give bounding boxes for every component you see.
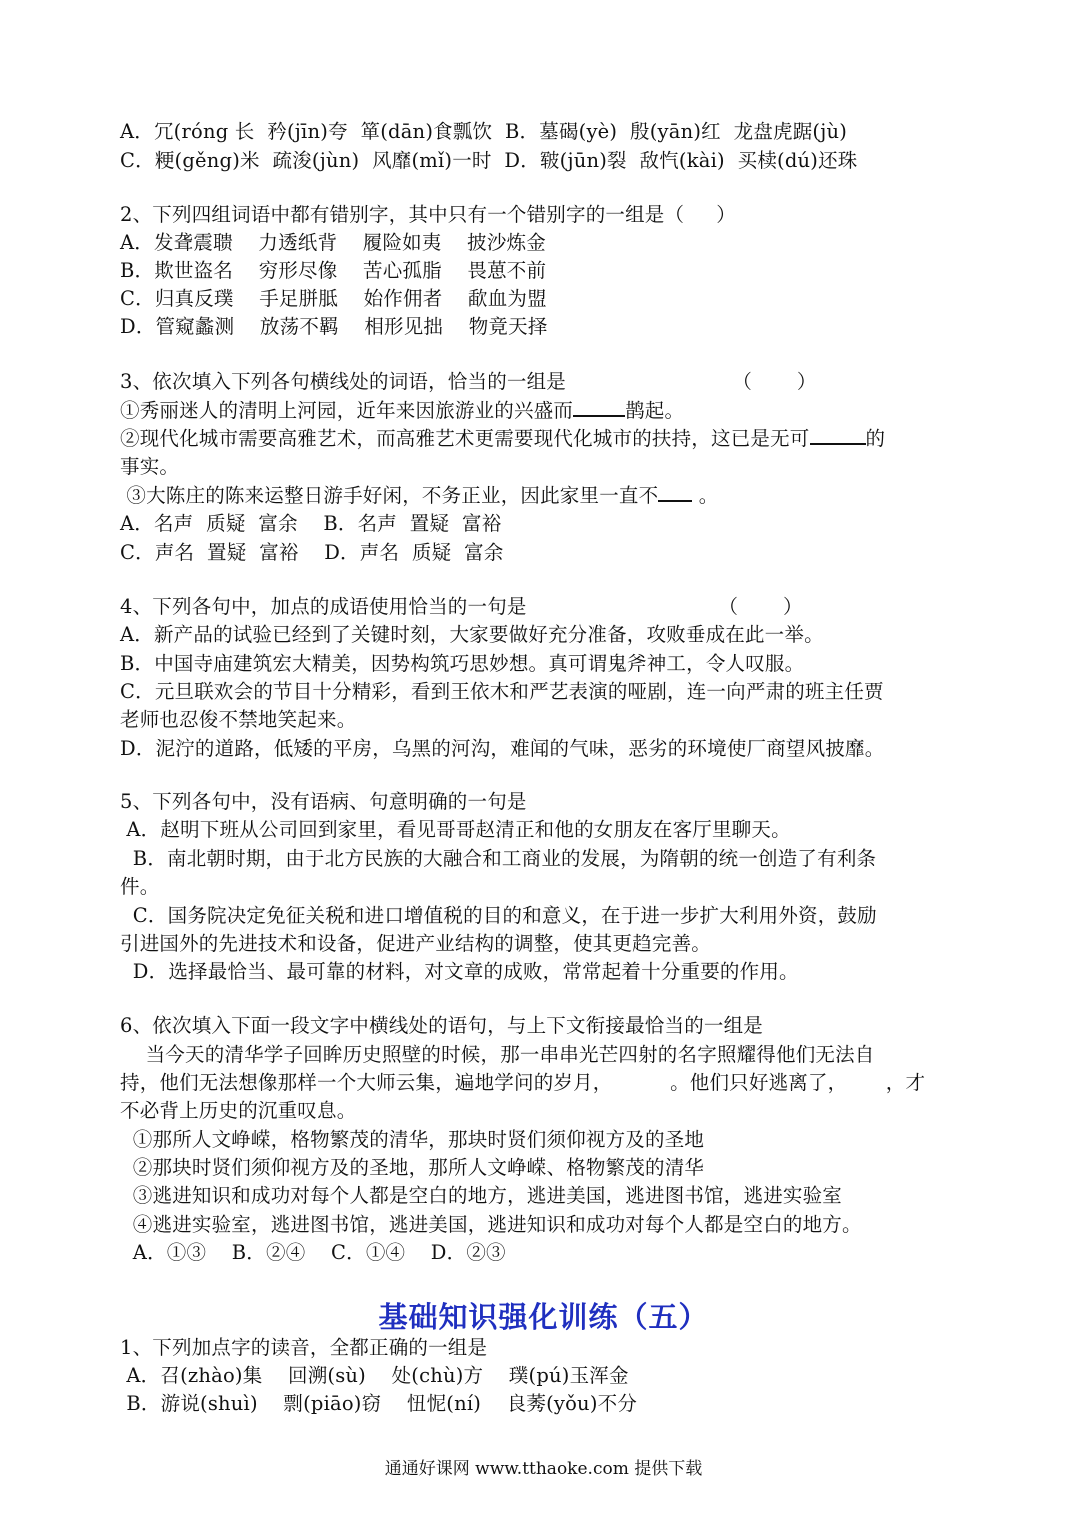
q2-option-d: D．管窥蠡测 放荡不羁 相形见拙 物竟天择 [120,315,548,338]
fill-blank [810,425,866,445]
q6-passage-2: 持，他们无法想像那样一个大师云集，遍地学问的岁月， 。他们只好逃离了， ，才 [120,1071,926,1094]
q5-option-c: C．国务院决定免征关税和进口增值税的目的和意义，在于进一步扩大利用外资，鼓励 [120,904,877,927]
q3-sentence-1 [120,397,977,425]
q4-option-c: C．元旦联欢会的节目十分精彩，看到王依木和严艺表演的哑剧，连一向严肃的班主任贾 [120,680,884,703]
q2-option-b: B．欺世盗名 穷形尽像 苦心孤脂 畏葸不前 [120,259,547,282]
q6-item-2: ②那块时贤们须仰视方及的圣地，那所人文峥嵘、格物繁茂的清华 [120,1156,705,1179]
s5q1-option-a: A．召(zhào)集 回溯(sù) 处(chù)方 璞(pú)玉浑金 [120,1364,629,1387]
q5-option-b: B．南北朝时期，由于北方民族的大融合和工商业的发展，为隋朝的统一创造了有利条 [120,847,877,870]
q3-sentence-2-cont: 事实。 [120,455,180,478]
fill-blank [658,482,692,502]
q3-s3-text: ③大陈庄的陈来运整日游手好闲，不务正业，因此家里一直不 [120,484,659,507]
q6-stem: 6、依次填入下面一段文字中横线处的语句，与上下文衔接最恰当的一组是 [120,1014,764,1037]
q6-item-1: ①那所人文峥嵘，格物繁茂的清华，那块时贤们须仰视方及的圣地 [120,1128,705,1151]
q5-option-b-cont: 件。 [120,875,160,898]
q3-s3-tail: 。 [692,484,719,507]
q6-item-4: ④逃进实验室，逃进图书馆，逃进美国，逃进知识和成功对每个人都是空白的地方。 [120,1213,862,1236]
q2-option-a: A．发聋震聩 力透纸背 履险如夷 披沙炼金 [120,231,546,254]
q2-option-c: C．归真反璞 手足胼胝 始作佣者 歃血为盟 [120,287,547,310]
q2-stem: 2、下列四组词语中都有错别字，其中只有一个错别字的一组是（ ） [120,203,736,226]
q3-option-cd: C．声名 置疑 富裕 D．声名 质疑 富余 [120,541,504,564]
q3-s1-text: ①秀丽迷人的清明上河园，近年来因旅游业的兴盛而 [120,399,574,422]
q3-s2-tail: 的 [865,427,886,450]
q5-option-d: D．选择最恰当、最可靠的材料，对文章的成败，常常起着十分重要的作用。 [120,960,799,983]
q3-sentence-2 [120,425,977,453]
q3-s2-text: ②现代化城市需要高雅艺术，而高雅艺术更需要现代化城市的扶持，这已是无可 [120,427,810,450]
s5q1-stem: 1、下列加点字的读音，全都正确的一组是 [120,1336,488,1359]
section-title: 基础知识强化训练（五） [378,1300,709,1334]
q4-option-c-cont: 老师也忍俊不禁地笑起来。 [120,708,357,731]
q4-option-a: A．新产品的试验已经到了关键时刻，大家要做好充分准备，攻败垂成在此一举。 [120,623,824,646]
s5q1-option-b: B．游说(shuì) 剽(piāo)窃 忸怩(ní) 良莠(yǒu)不分 [120,1392,638,1415]
q5-stem: 5、下列各句中，没有语病、句意明确的一句是 [120,790,527,813]
q6-options: A．①③ B．②④ C．①④ D．②③ [120,1241,506,1264]
fill-blank [573,397,625,417]
q3-s1-tail: 鹊起。 [625,399,685,422]
q1-option-cd: C．粳(gěng)米 疏浚(jùn) 风靡(mǐ)一时 D．皲(jūn)裂 敌忾(kài) 买椟(dú)还珠 [120,149,858,172]
q3-stem: 3、依次填入下列各句横线处的词语，恰当的一组是 （ ） [120,370,817,393]
page-footer: 通通好课网 www.tthaoke.com 提供下载 [384,1459,703,1479]
q4-option-b: B．中国寺庙建筑宏大精美，因势构筑巧思妙想。真可谓鬼斧神工，令人叹服。 [120,652,805,675]
q6-passage-1: 当今天的清华学子回眸历史照壁的时候，那一串串光芒四射的名字照耀得他们无法自 [120,1043,875,1066]
q5-option-c-cont: 引进国外的先进技术和设备，促进产业结构的调整，使其更趋完善。 [120,932,712,955]
q4-option-d: D．泥泞的道路，低矮的平房，乌黑的河沟，难闻的气味，恶劣的环境使厂商望风披靡。 [120,737,885,760]
q3-sentence-3 [120,482,977,510]
q6-item-3: ③逃进知识和成功对每个人都是空白的地方，逃进美国，逃进图书馆，逃进实验室 [120,1184,842,1207]
q5-option-a: A．赵明下班从公司回到家里，看见哥哥赵清正和他的女朋友在客厅里聊天。 [120,818,791,841]
q1-option-ab: A．冗(róng 长 矜(jīn)夸 箪(dān)食瓢饮 B．墓碣(yè) 殷(yān)红 龙盘虎踞(jù) [120,120,848,143]
q4-stem: 4、下列各句中，加点的成语使用恰当的一句是 （ ） [120,595,803,618]
q3-option-ab: A．名声 质疑 富余 B．名声 置疑 富裕 [120,512,502,535]
q6-passage-3: 不必背上历史的沉重叹息。 [120,1099,357,1122]
